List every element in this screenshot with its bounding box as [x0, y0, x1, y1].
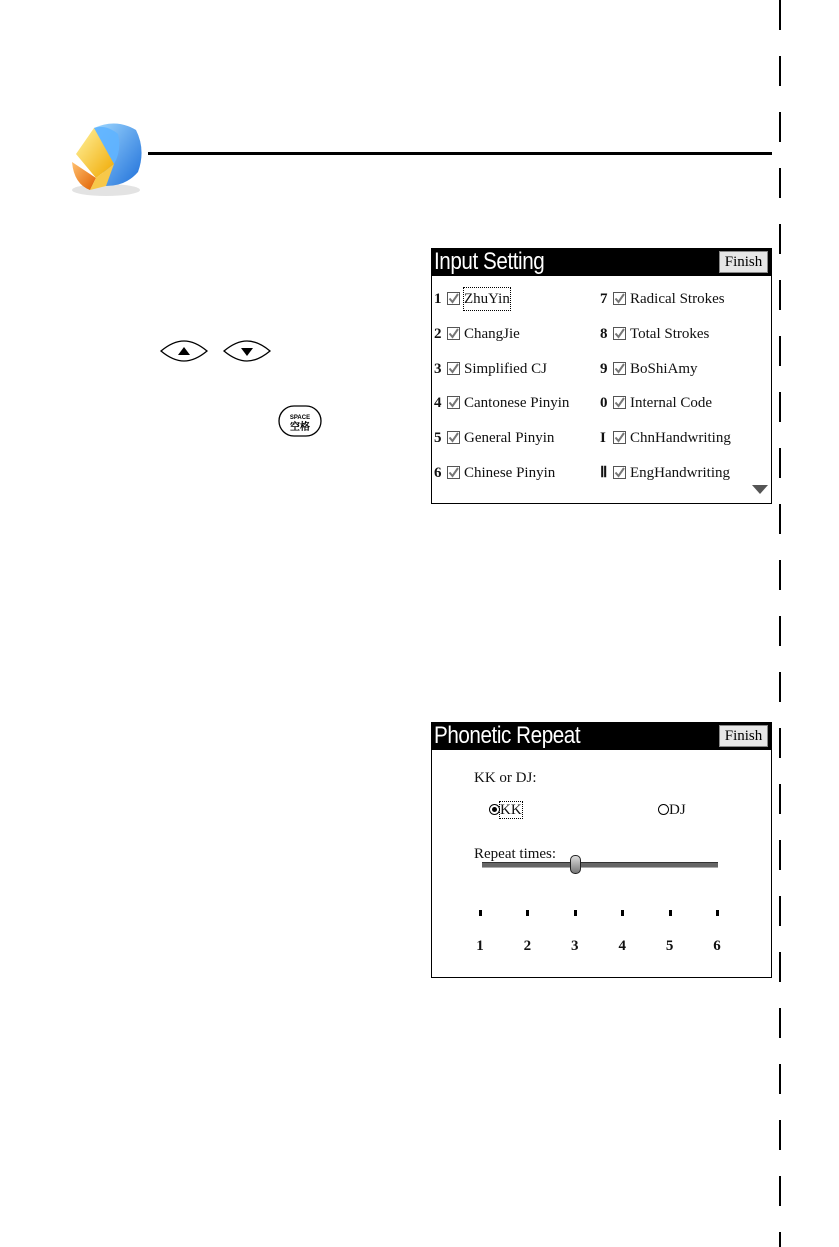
- option-shortcut-number: 1: [434, 291, 442, 307]
- radio-dj-label: DJ: [669, 802, 686, 818]
- option-label: ChangJie: [464, 325, 520, 342]
- checkbox[interactable]: [613, 466, 626, 479]
- option-shortcut-number: 8: [600, 325, 608, 342]
- cut-line-dash: [779, 1008, 781, 1038]
- cut-line-dash: [779, 560, 781, 590]
- option-label: Cantonese Pinyin: [464, 395, 570, 412]
- checkbox[interactable]: [447, 327, 460, 340]
- phonetic-repeat-screen: [431, 722, 772, 978]
- option-shortcut-number: 2: [434, 325, 442, 342]
- slider-tick-label: 1: [476, 938, 484, 954]
- option-shortcut-number: 6: [434, 465, 442, 481]
- option-shortcut-number: 3: [434, 360, 442, 377]
- checkbox[interactable]: [447, 396, 460, 409]
- cut-line-dash: [779, 0, 781, 30]
- section-divider: [148, 152, 772, 155]
- slider-tick: [479, 910, 482, 916]
- checkbox[interactable]: [613, 362, 626, 375]
- colorful-cube-logo-icon: [66, 120, 148, 198]
- radio-dj-indicator[interactable]: [658, 804, 669, 815]
- slider-tick: [574, 910, 577, 916]
- phonetic-repeat-title-bar: [432, 723, 771, 750]
- option-shortcut-number: 5: [434, 430, 442, 447]
- slider-tick: [621, 910, 624, 916]
- slider-tick-label: 4: [618, 938, 626, 954]
- slider-tick: [526, 910, 529, 916]
- radio-dj[interactable]: [658, 800, 686, 820]
- checkbox[interactable]: [447, 292, 460, 305]
- option-shortcut-number: 9: [600, 360, 608, 377]
- option-label: Radical Strokes: [630, 291, 725, 307]
- cut-line-dash: [779, 1120, 781, 1150]
- slider-tick: [669, 910, 672, 916]
- cut-line-dash: [779, 448, 781, 478]
- option-shortcut-number: 7: [600, 291, 608, 307]
- slider-tick: [716, 910, 719, 916]
- finish-button[interactable]: Finish: [719, 725, 768, 747]
- cut-line-dash: [779, 224, 781, 254]
- cut-line-dash: [779, 728, 781, 758]
- input-setting-title: Input Setting: [434, 248, 545, 275]
- cut-line-dash: [779, 1176, 781, 1206]
- option-shortcut-number: Ⅱ: [600, 465, 608, 481]
- cut-line-dash: [779, 1232, 781, 1247]
- cut-line-dash: [779, 168, 781, 198]
- checkbox[interactable]: [447, 466, 460, 479]
- cut-line-dash: [779, 112, 781, 142]
- slider-tick-label: 3: [571, 938, 579, 954]
- space-key-label-top: SPACE: [289, 415, 311, 421]
- option-shortcut-number: I: [600, 430, 606, 447]
- checkbox[interactable]: [613, 431, 626, 444]
- space-key-icon: [278, 405, 322, 442]
- cut-line: [778, 0, 782, 1247]
- cut-line-dash: [779, 336, 781, 366]
- cut-line-dash: [779, 952, 781, 982]
- phonetic-repeat-title: Phonetic Repeat: [434, 722, 581, 749]
- option-label: Simplified CJ: [464, 360, 547, 377]
- cut-line-dash: [779, 1064, 781, 1094]
- input-setting-screen: [431, 248, 772, 504]
- option-label: ZhuYin: [464, 288, 510, 310]
- cut-line-dash: [779, 504, 781, 534]
- cut-line-dash: [779, 672, 781, 702]
- cut-line-dash: [779, 840, 781, 870]
- input-setting-title-bar: [432, 249, 771, 276]
- option-shortcut-number: 4: [434, 395, 442, 412]
- cut-line-dash: [779, 896, 781, 926]
- checkbox[interactable]: [613, 292, 626, 305]
- cut-line-dash: [779, 56, 781, 86]
- radio-kk[interactable]: [489, 800, 522, 820]
- option-label: General Pinyin: [464, 430, 555, 447]
- up-arrow-key-icon: [159, 339, 209, 368]
- cut-line-dash: [779, 616, 781, 646]
- scroll-down-triangle-icon[interactable]: [752, 482, 768, 500]
- option-label: Chinese Pinyin: [464, 465, 556, 481]
- slider-tick-label: 5: [665, 938, 674, 954]
- repeat-times-slider-thumb[interactable]: [570, 855, 581, 874]
- cut-line-dash: [779, 280, 781, 310]
- repeat-times-label: Repeat times:: [474, 846, 557, 862]
- radio-kk-label: KK: [500, 802, 522, 818]
- cut-line-dash: [779, 392, 781, 422]
- kk-dj-label: KK or DJ:: [474, 770, 537, 786]
- option-label: Internal Code: [630, 395, 713, 412]
- option-label: Total Strokes: [630, 325, 710, 342]
- checkbox[interactable]: [447, 362, 460, 375]
- down-arrow-key-icon: [222, 339, 272, 368]
- radio-kk-indicator[interactable]: [489, 804, 500, 815]
- checkbox[interactable]: [613, 327, 626, 340]
- cut-line-dash: [779, 784, 781, 814]
- finish-button[interactable]: Finish: [719, 251, 768, 273]
- checkbox[interactable]: [447, 431, 460, 444]
- option-label: ChnHandwriting: [630, 430, 731, 447]
- repeat-times-slider[interactable]: [482, 862, 718, 868]
- space-key-label-bottom: 空格: [290, 422, 310, 433]
- slider-tick-label: 2: [523, 938, 532, 954]
- slider-tick-label: 6: [713, 938, 721, 954]
- option-shortcut-number: 0: [600, 395, 608, 412]
- option-label: BoShiAmy: [630, 360, 698, 377]
- checkbox[interactable]: [613, 396, 626, 409]
- option-label: EngHandwriting: [630, 465, 730, 481]
